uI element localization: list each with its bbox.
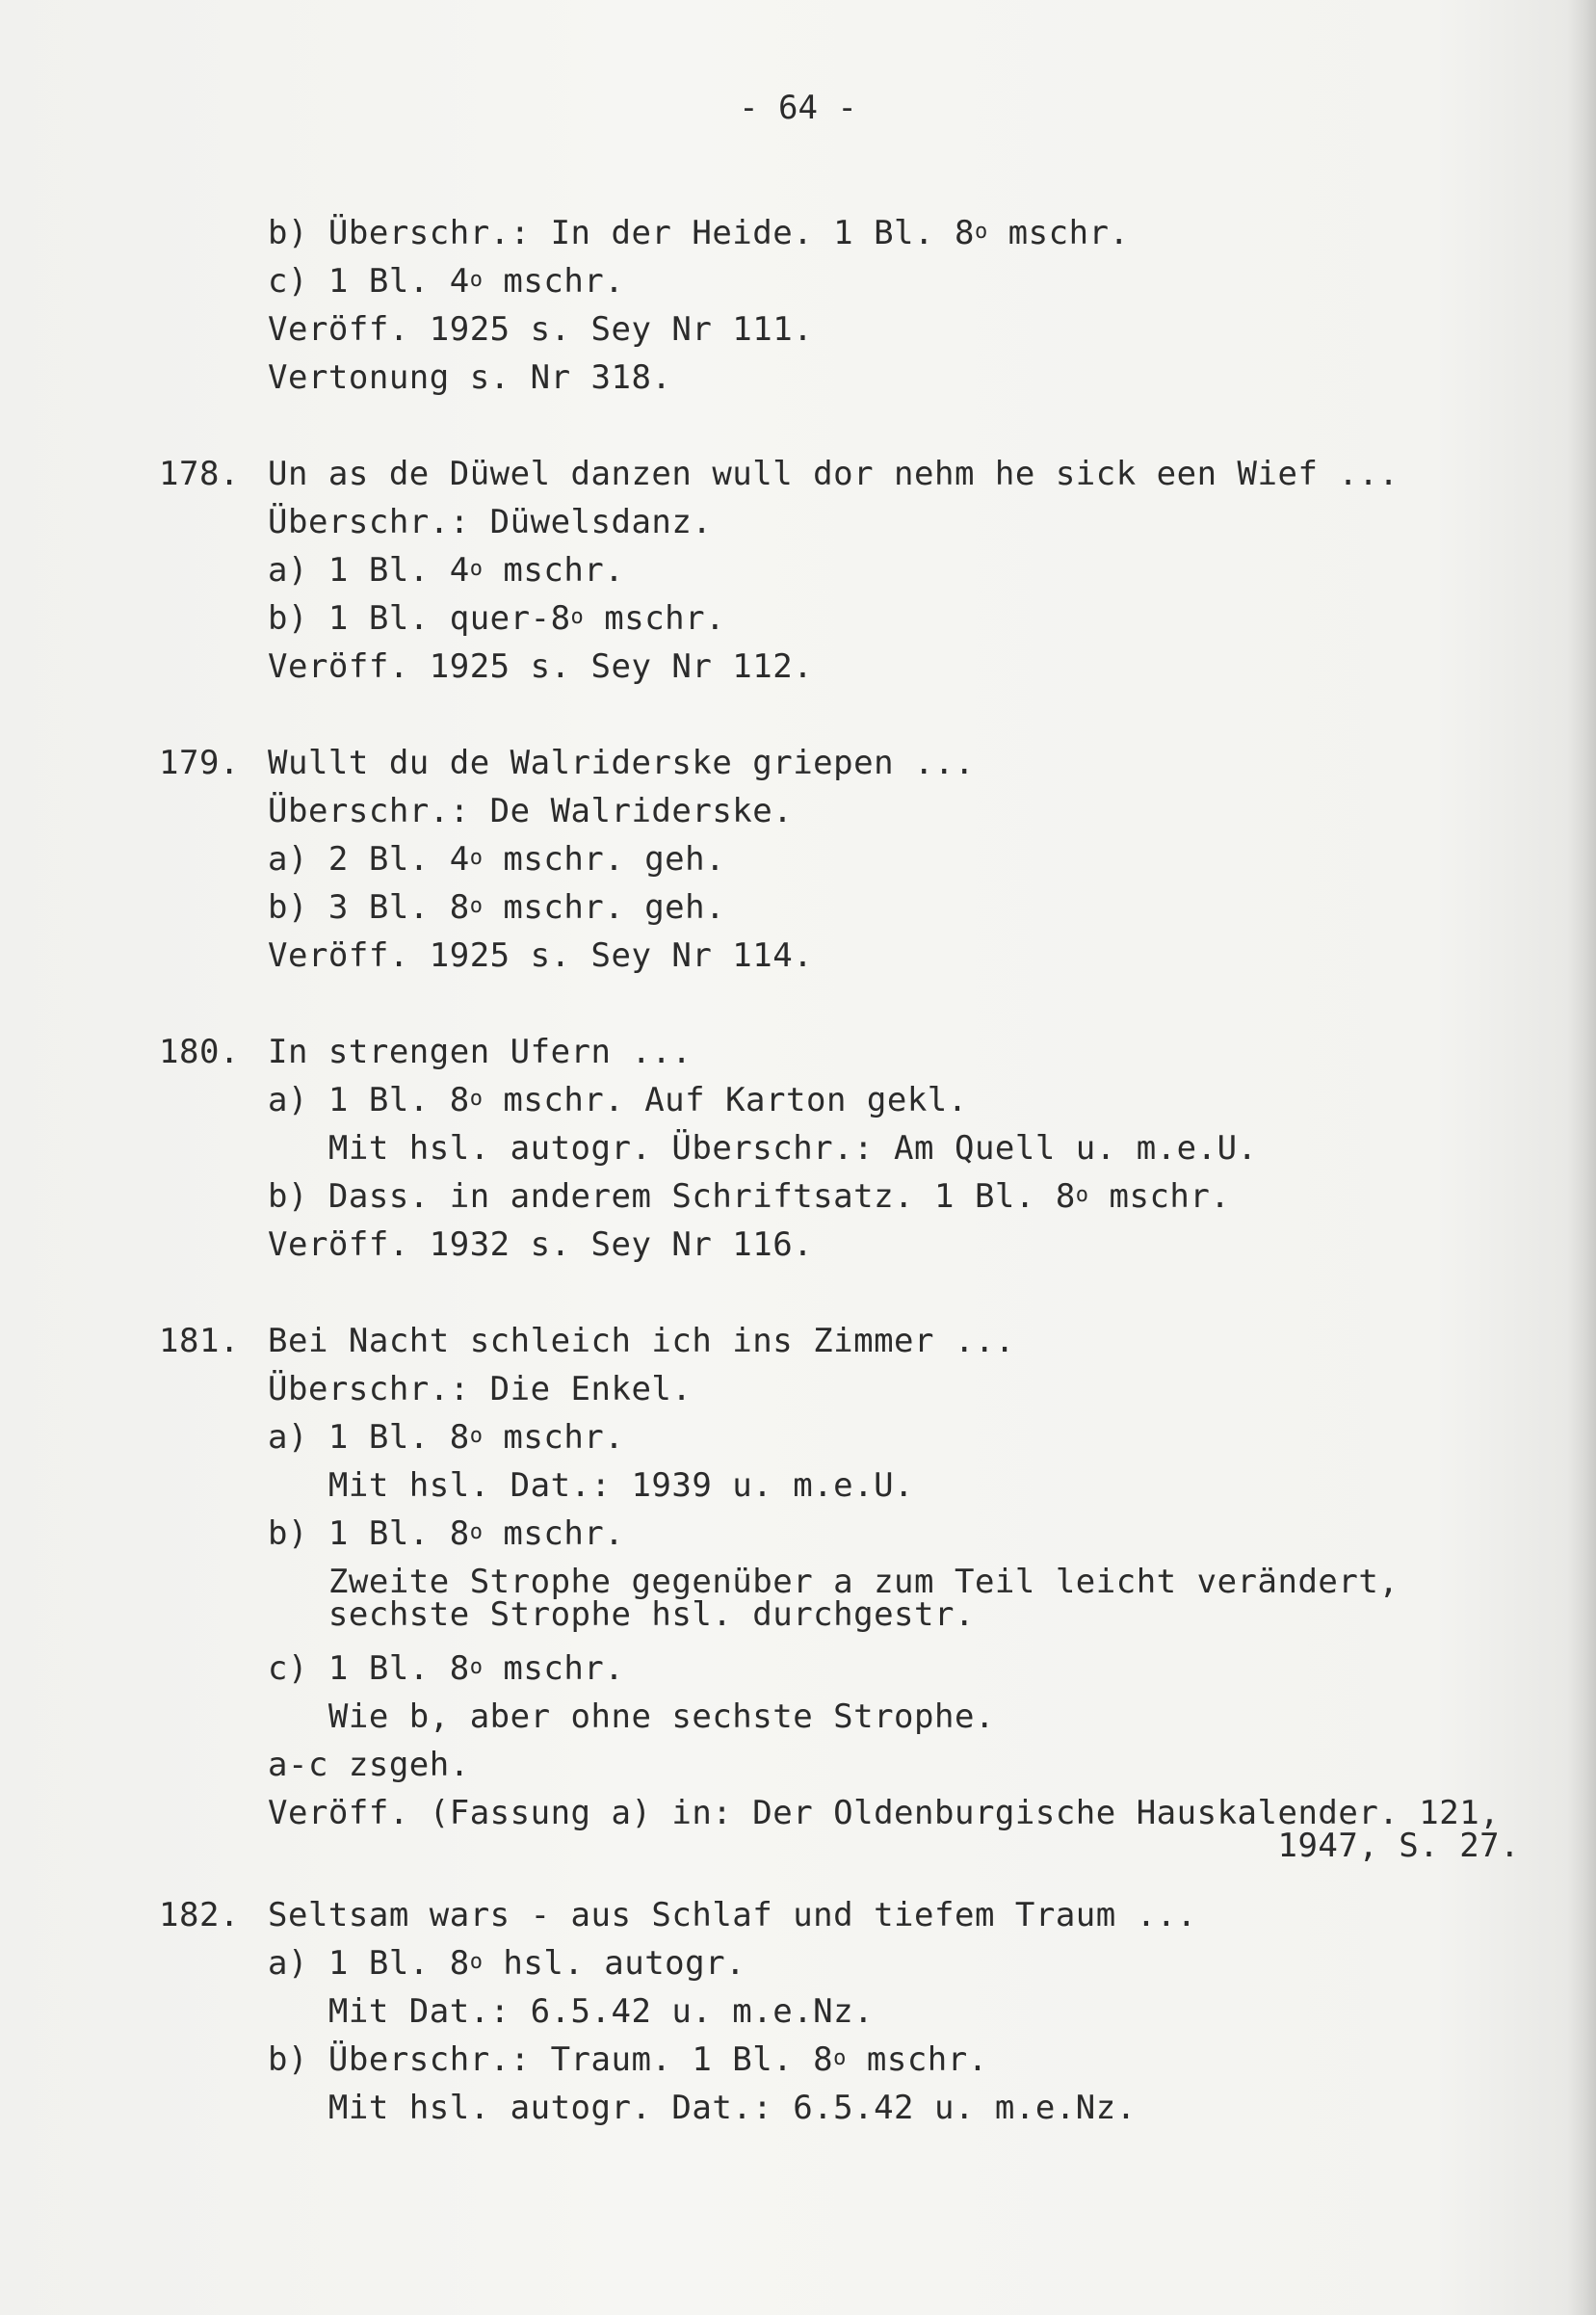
line-text-suffix: hsl. autogr. xyxy=(483,1944,746,1983)
degree-superscript: o xyxy=(469,1950,484,1974)
text-line xyxy=(268,503,712,541)
text-line xyxy=(268,214,1130,257)
line-text: a) 1 Bl. 4 xyxy=(268,551,470,590)
line-text-suffix: mschr. xyxy=(483,262,625,301)
line-text-suffix: mschr. xyxy=(584,599,726,638)
degree-superscript: o xyxy=(469,268,484,292)
page-edge-shadow xyxy=(1567,0,1596,2315)
line-text: a-c zsgeh. xyxy=(268,1746,470,1784)
entry-number: 181. xyxy=(159,1322,240,1360)
line-text: Veröff. 1932 s. Sey Nr 116. xyxy=(268,1225,814,1264)
text-line xyxy=(268,1944,746,1987)
text-line xyxy=(268,1827,1520,1865)
line-text: b) 1 Bl. 8 xyxy=(268,1514,470,1553)
line-text-suffix: mschr. xyxy=(1088,1177,1231,1216)
text-line xyxy=(268,1177,1230,1221)
text-line xyxy=(268,262,624,305)
text-line xyxy=(268,1322,1015,1360)
text-line xyxy=(268,1418,624,1461)
text-line xyxy=(268,1081,968,1124)
line-text: b) 3 Bl. 8 xyxy=(268,888,470,927)
text-line xyxy=(268,1370,692,1408)
line-text-suffix: mschr. geh. xyxy=(483,888,726,927)
text-line xyxy=(268,2089,1137,2127)
line-text: b) Überschr.: In der Heide. 1 Bl. 8 xyxy=(268,214,975,252)
line-text: Überschr.: De Walriderske. xyxy=(268,792,794,830)
text-line xyxy=(268,1595,975,1634)
line-text-suffix: mschr. geh. xyxy=(483,840,726,879)
line-text: b) Überschr.: Traum. 1 Bl. 8 xyxy=(268,2040,834,2079)
line-text: In strengen Ufern ... xyxy=(268,1033,693,1071)
line-text-suffix: mschr. xyxy=(483,1418,625,1457)
line-text: b) 1 Bl. quer-8 xyxy=(268,599,571,638)
degree-superscript: o xyxy=(469,846,484,870)
text-line xyxy=(268,1896,1197,1934)
degree-superscript: o xyxy=(469,1520,484,1544)
line-text: a) 1 Bl. 8 xyxy=(268,1418,470,1457)
degree-superscript: o xyxy=(570,605,585,629)
line-text-suffix: mschr. xyxy=(483,551,625,590)
text-line xyxy=(268,1697,995,1736)
degree-superscript: o xyxy=(833,2046,847,2070)
line-text: Veröff. (Fassung a) in: Der Oldenburgische Hauskalender. 121, xyxy=(268,1794,1501,1832)
text-line xyxy=(268,792,793,830)
degree-superscript: o xyxy=(469,894,484,918)
line-text: Überschr.: Die Enkel. xyxy=(268,1370,693,1408)
text-line xyxy=(268,1992,874,2031)
line-text: Mit hsl. autogr. Überschr.: Am Quell u. m.e.U. xyxy=(268,1129,1258,1168)
line-text: a) 1 Bl. 8 xyxy=(268,1081,470,1119)
line-text: Vertonung s. Nr 318. xyxy=(268,358,672,397)
entry-number: 179. xyxy=(159,744,240,782)
line-text: Wullt du de Walriderske griepen ... xyxy=(268,744,975,782)
line-text: sechste Strophe hsl. durchgestr. xyxy=(268,1595,975,1634)
text-line xyxy=(268,599,725,643)
text-line xyxy=(268,744,975,782)
text-line xyxy=(268,1033,692,1071)
line-text: Veröff. 1925 s. Sey Nr 114. xyxy=(268,936,814,975)
line-text: Veröff. 1925 s. Sey Nr 111. xyxy=(268,310,814,349)
degree-superscript: o xyxy=(469,1087,484,1111)
degree-superscript: o xyxy=(469,1655,484,1679)
text-line xyxy=(268,1225,813,1264)
line-text-suffix: mschr. xyxy=(483,1649,625,1688)
line-text: Seltsam wars - aus Schlaf und tiefem Traum ... xyxy=(268,1896,1197,1934)
line-text-suffix: mschr. xyxy=(483,1514,625,1553)
page-number: - 64 - xyxy=(739,89,857,127)
line-text: c) 1 Bl. 8 xyxy=(268,1649,470,1688)
text-line xyxy=(268,1746,470,1784)
degree-superscript: o xyxy=(1075,1183,1089,1207)
line-text-suffix: mschr. xyxy=(846,2040,988,2079)
line-text: Wie b, aber ohne sechste Strophe. xyxy=(268,1697,995,1736)
line-text: Veröff. 1925 s. Sey Nr 112. xyxy=(268,647,814,686)
line-text-suffix: mschr. xyxy=(987,214,1130,252)
text-line xyxy=(268,840,725,883)
text-line xyxy=(268,647,813,686)
text-line xyxy=(268,936,813,975)
line-text: a) 1 Bl. 8 xyxy=(268,1944,470,1983)
text-line xyxy=(268,455,1399,493)
line-text: Überschr.: Düwelsdanz. xyxy=(268,503,713,541)
entry-number: 180. xyxy=(159,1033,240,1071)
text-line xyxy=(268,1466,914,1505)
text-line xyxy=(268,1129,1258,1168)
text-line xyxy=(268,551,624,594)
line-text-suffix: mschr. Auf Karton gekl. xyxy=(483,1081,968,1119)
entry-number: 178. xyxy=(159,455,240,493)
line-text: c) 1 Bl. 4 xyxy=(268,262,470,301)
line-text: a) 2 Bl. 4 xyxy=(268,840,470,879)
text-line xyxy=(268,1649,624,1693)
line-text: Mit Dat.: 6.5.42 u. m.e.Nz. xyxy=(268,1992,875,2031)
degree-superscript: o xyxy=(469,557,484,581)
text-line xyxy=(268,310,813,349)
line-text: Un as de Düwel danzen wull dor nehm he sick een Wief ... xyxy=(268,455,1400,493)
line-text: 1947, S. 27. xyxy=(268,1827,1521,1865)
degree-superscript: o xyxy=(469,1424,484,1448)
text-line xyxy=(268,1514,624,1558)
degree-superscript: o xyxy=(974,220,988,244)
line-text: b) Dass. in anderem Schriftsatz. 1 Bl. 8 xyxy=(268,1177,1076,1216)
entry-number: 182. xyxy=(159,1896,240,1934)
text-line xyxy=(268,2040,988,2084)
text-line xyxy=(268,358,671,397)
line-text: Mit hsl. autogr. Dat.: 6.5.42 u. m.e.Nz. xyxy=(268,2089,1137,2127)
text-line xyxy=(268,888,725,932)
line-text: Mit hsl. Dat.: 1939 u. m.e.U. xyxy=(268,1466,915,1505)
line-text: Zweite Strophe gegenüber a zum Teil leicht verändert, xyxy=(268,1563,1400,1601)
line-text: Bei Nacht schleich ich ins Zimmer ... xyxy=(268,1322,1015,1360)
